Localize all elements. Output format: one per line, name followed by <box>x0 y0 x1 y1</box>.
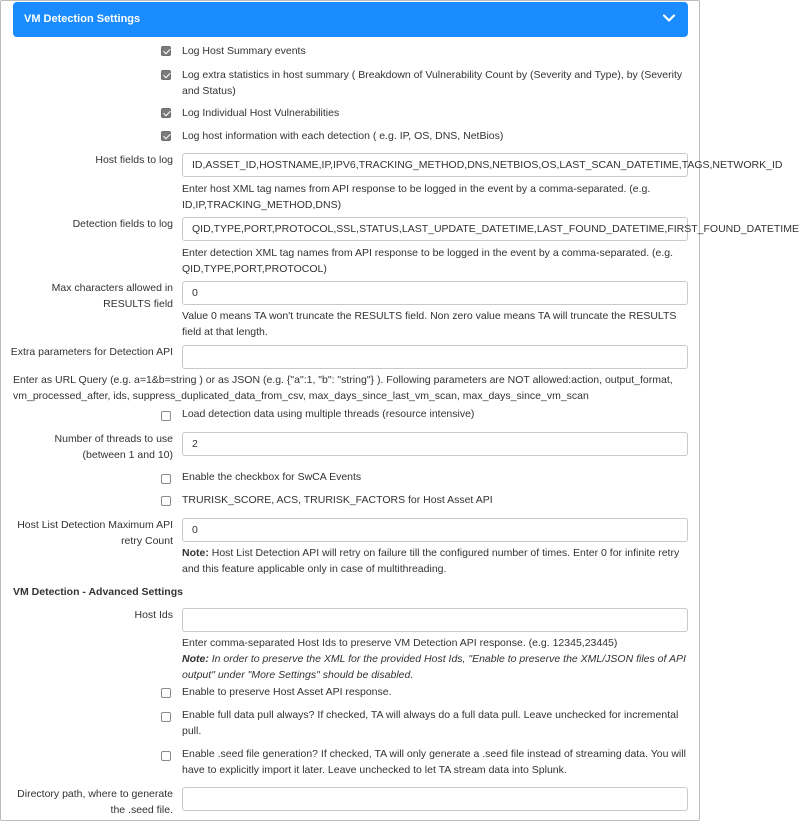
threads-label <box>20 431 173 463</box>
multithread-label: Load detection data using multiple threads (resource intensive) <box>182 408 475 420</box>
host-ids-help: Enter comma-separated Host Ids to preserve VM Detection API response. (e.g. 12345,23445) <box>182 637 618 649</box>
detection-fields-label: Detection fields to log <box>72 218 173 230</box>
extra-params-input[interactable] <box>182 345 688 369</box>
section-title: VM Detection Settings <box>24 13 141 25</box>
seed-file-label: Enable .seed file generation? If checked, TA will only generate a .seed file instead of streaming data. You will have to explicitly import it later. Leave unchecked to let TA stream data into Splunk. <box>182 748 686 776</box>
seed-file-checkbox[interactable] <box>161 751 171 761</box>
host-fields-help: Enter host XML tag names from API response to be logged in the event by a comma-separated. (e.g. ID,IP,TRACKING_METHOD,DNS) <box>182 183 651 211</box>
seed-dir-label-line2: the .seed file. <box>110 804 173 816</box>
log-extra-stats-label: Log extra statistics in host summary ( Breakdown of Vulnerability Count by (Severity and Type), by (Severity and Status) <box>182 69 683 97</box>
log-host-summary-checkbox[interactable] <box>161 46 171 56</box>
seed-dir-label-line1: Directory path, where to generate <box>17 788 173 800</box>
threads-input[interactable]: 2 <box>182 432 688 456</box>
swca-label: Enable the checkbox for SwCA Events <box>182 471 362 483</box>
max-chars-label <box>20 280 173 312</box>
detection-fields-help: Enter detection XML tag names from API response to be logged in the event by a comma-separated. (e.g. QID,TYPE,PORT,PROTOCOL) <box>182 247 674 275</box>
log-extra-stats-checkbox[interactable] <box>161 70 171 80</box>
retry-note-text: Host List Detection API will retry on failure till the configured number of times. Enter 0 for infinite retry and this feature applicable only in case of multithreading. <box>182 547 680 575</box>
max-chars-label-line2: RESULTS field <box>103 298 173 310</box>
trurisk-label: TRURISK_SCORE, ACS, TRURISK_FACTORS for Host Asset API <box>182 494 493 506</box>
advanced-settings-title: VM Detection - Advanced Settings <box>13 586 183 598</box>
extra-params-help: Enter as URL Query (e.g. a=1&b=string ) or as JSON (e.g. {"a":1, "b": "string"} ). Following parameters are NOT allowed:action, output_format, vm_processed_after, ids, suppress_duplicated_data_from_csv, max_days_since_last_vm_scan, max_days_since_vm_scan <box>13 374 673 402</box>
log-individual-vulns-label: Log Individual Host Vulnerabilities <box>182 107 340 119</box>
seed-dir-input[interactable] <box>182 787 688 811</box>
max-chars-label-line1: Max characters allowed in <box>51 282 173 294</box>
host-ids-note-text: In order to preserve the XML for the provided Host Ids, "Enable to preserve the XML/JSON files of API output" under "More Settings" should be disabled. <box>182 653 686 681</box>
threads-label-line1: Number of threads to use <box>54 433 173 445</box>
multithread-checkbox[interactable] <box>161 411 171 421</box>
retry-note-label: Note: <box>182 547 209 559</box>
log-host-summary-label: Log Host Summary events <box>182 45 306 57</box>
log-host-info-label: Log host information with each detection ( e.g. IP, OS, DNS, NetBios) <box>182 130 504 142</box>
preserve-host-asset-checkbox[interactable] <box>161 688 171 698</box>
threads-label-line2: (between 1 and 10) <box>82 449 173 461</box>
host-ids-input[interactable] <box>182 608 688 632</box>
max-chars-help: Value 0 means TA won't truncate the RESULTS field. Non zero value means TA will truncate the RESULTS field at that length. <box>182 310 677 338</box>
max-chars-input[interactable]: 0 <box>182 281 688 305</box>
extra-params-label: Extra parameters for Detection API <box>10 346 173 358</box>
section-header-vm-detection[interactable] <box>13 2 688 37</box>
chevron-down-icon[interactable] <box>662 11 676 25</box>
host-ids-label: Host Ids <box>134 609 173 621</box>
host-ids-note <box>182 651 692 683</box>
full-pull-label: Enable full data pull always? If checked, TA will always do a full data pull. Leave unchecked for incremental pull. <box>182 709 679 737</box>
host-fields-input[interactable]: ID,ASSET_ID,HOSTNAME,IP,IPV6,TRACKING_METHOD,DNS,NETBIOS,OS,LAST_SCAN_DATETIME,TAGS,NETWORK_ID <box>182 153 688 177</box>
log-individual-vulns-checkbox[interactable] <box>161 108 171 118</box>
host-ids-note-label: Note: <box>182 653 209 665</box>
retry-count-label <box>0 517 173 549</box>
log-host-info-checkbox[interactable] <box>161 131 171 141</box>
retry-label-line1: Host List Detection Maximum API <box>17 519 173 531</box>
retry-label-line2: retry Count <box>121 535 173 547</box>
retry-note <box>182 545 692 577</box>
retry-count-input[interactable]: 0 <box>182 518 688 542</box>
seed-dir-label <box>0 786 173 818</box>
detection-fields-input[interactable]: QID,TYPE,PORT,PROTOCOL,SSL,STATUS,LAST_UPDATE_DATETIME,LAST_FOUND_DATETIME,FIRST_FOUND_DATETIME <box>182 217 688 241</box>
host-fields-label: Host fields to log <box>95 154 173 166</box>
trurisk-checkbox[interactable] <box>161 496 171 506</box>
preserve-host-asset-label: Enable to preserve Host Asset API response. <box>182 686 392 698</box>
full-pull-checkbox[interactable] <box>161 712 171 722</box>
swca-checkbox[interactable] <box>161 474 171 484</box>
